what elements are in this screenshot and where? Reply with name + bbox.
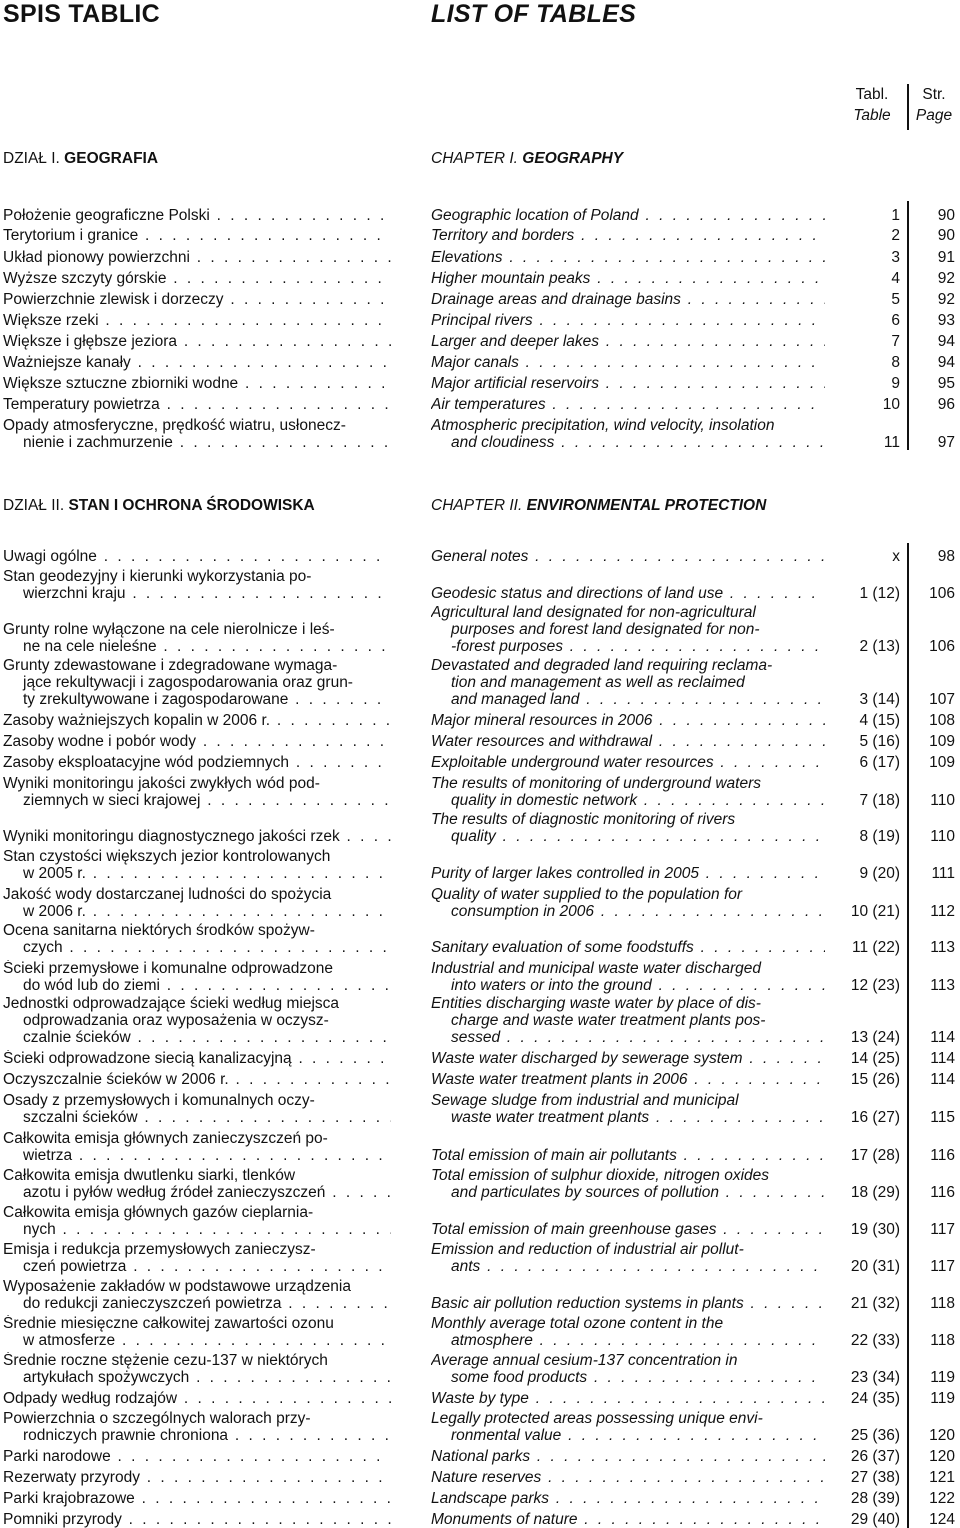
page-number: 109 [929, 754, 955, 771]
entry-title-pl-line: Średnie roczne stężenie cezu-137 w niektórych [3, 1352, 328, 1369]
entry-title-en-line: Monuments of nature . . . [431, 1511, 825, 1528]
entry-title-en-line: Total emission of main air pollutants . . . [431, 1147, 825, 1164]
entry-title-pl-line: w 2006 r. . . . [3, 903, 391, 920]
entry-title-pl-line: Ścieki odprowadzone siecią kanalizacyjną . . . [3, 1050, 391, 1067]
table-number: 20 (31) [850, 1258, 900, 1275]
page-number: 112 [930, 903, 955, 920]
entry-title-pl-line: Ocena sanitarna niektórych środków spożyw- [3, 922, 315, 939]
entry-title-pl-line: wietrza . . . [3, 1147, 391, 1164]
entry-title-pl-line: Powierzchnie zlewisk i dorzeczy . . . [3, 291, 391, 308]
entry-title-en-line: and cloudiness . . . [431, 434, 825, 451]
entry-title-pl-line: Położenie geograficzne Polski . . . [3, 207, 391, 224]
page-number: 108 [929, 712, 955, 729]
chapter-2-prefix-en: CHAPTER II. [431, 497, 523, 514]
table-number: 29 (40) [850, 1511, 900, 1528]
entry-title-en-line: Major canals . . . [431, 354, 825, 371]
entry-title-en-line: Elevations . . . [431, 249, 825, 266]
page-number: 91 [937, 249, 955, 266]
entry-title-pl-line: ziemnych w sieci krajowej . . . [3, 792, 391, 809]
table-number: 12 (23) [850, 977, 900, 994]
page-number: 116 [930, 1184, 955, 1201]
table-number: 5 [891, 291, 900, 308]
entry-title-pl-line: Uwagi ogólne . . . [3, 548, 391, 565]
page-number: 120 [929, 1427, 955, 1444]
table-number: 7 [891, 333, 900, 350]
table-number: 22 (33) [850, 1332, 900, 1349]
entry-title-pl-line: Całkowita emisja głównych gazów cieplarnia- [3, 1204, 314, 1221]
entry-title-pl-line: Ścieki przemysłowe i komunalne odprowadzone [3, 960, 333, 977]
entry-title-en-line: sessed . . . [431, 1029, 825, 1046]
page-number: 109 [929, 733, 955, 750]
entry-title-en-line: and managed land . . . [431, 691, 825, 708]
table-number: 6 (17) [859, 754, 900, 771]
table-number: 1 [891, 207, 900, 224]
page-number: 92 [937, 270, 955, 287]
entry-title-en-line: Waste water treatment plants in 2006 . . . [431, 1071, 825, 1088]
page-number: 118 [930, 1332, 955, 1349]
page-number: 106 [929, 585, 955, 602]
entry-title-en-line: Nature reserves . . . [431, 1469, 825, 1486]
entry-title-pl-line: do redukcji zanieczyszczeń powietrza . . . [3, 1295, 391, 1312]
entry-title-en-line: Landscape parks . . . [431, 1490, 825, 1507]
entry-title-pl-line: Parki krajobrazowe . . . [3, 1490, 391, 1507]
entry-title-en-line: purposes and forest land designated for non- [451, 621, 760, 638]
entry-title-pl-line: jące rekultywacji i zagospodarowania oraz grun- [23, 674, 353, 691]
page-number: 122 [929, 1490, 955, 1507]
entry-title-pl-line: Terytorium i granice . . . [3, 227, 391, 244]
entry-title-en-line: Industrial and municipal waste water discharged [431, 960, 761, 977]
entry-title-pl-line: w atmosferze . . . [3, 1332, 391, 1349]
entry-title-en-line: ronmental value . . . [431, 1427, 825, 1444]
table-number: 27 (38) [850, 1469, 900, 1486]
entry-title-en-line: Sanitary evaluation of some foodstuffs . . . [431, 939, 825, 956]
entry-title-en-line: Major mineral resources in 2006 . . . [431, 712, 825, 729]
title-english: LIST OF TABLES [431, 0, 637, 28]
entry-title-en-line: Total emission of main greenhouse gases . . . [431, 1221, 825, 1238]
entry-title-pl-line: Grunty rolne wyłączone na cele nierolnicze i leś- [3, 621, 335, 638]
table-number: 28 (39) [850, 1490, 900, 1507]
entry-title-en-line: Total emission of sulphur dioxide, nitrogen oxides [431, 1167, 770, 1184]
entry-title-pl-line: Całkowita emisja dwutlenku siarki, tlenków [3, 1167, 296, 1184]
page-number: 111 [931, 865, 955, 882]
page-number: 95 [937, 375, 955, 392]
page-number: 110 [930, 828, 955, 845]
entry-title-en-line: some food products . . . [431, 1369, 825, 1386]
page-number: 114 [930, 1029, 955, 1046]
entry-title-pl-line: Całkowita emisja głównych zanieczyszczeń po- [3, 1130, 328, 1147]
entry-title-pl-line: ne na cele nieleśne . . . [3, 638, 391, 655]
entry-title-en-line: -forest purposes . . . [431, 638, 825, 655]
table-number: 11 (22) [852, 939, 900, 956]
chapter-1-name-en: GEOGRAPHY [522, 150, 624, 167]
entry-title-pl-line: Układ pionowy powierzchni . . . [3, 249, 391, 266]
entry-title-pl-line: czeń powietrza . . . [3, 1258, 391, 1275]
entry-title-pl-line: w 2005 r. . . . [3, 865, 391, 882]
entry-title-pl-line: Zasoby eksploatacyjne wód podziemnych . . . [3, 754, 391, 771]
entry-title-en-line: Devastated and degraded land requiring reclama- [431, 657, 773, 674]
page-number: 116 [930, 1147, 955, 1164]
table-number: x [892, 548, 900, 565]
table-number: 18 (29) [850, 1184, 900, 1201]
table-number: 2 [891, 227, 900, 244]
table-number: 24 (35) [850, 1390, 900, 1407]
chapter-2-name-en: ENVIRONMENTAL PROTECTION [526, 497, 767, 514]
entry-title-en-line: Basic air pollution reduction systems in plants . . . [431, 1295, 825, 1312]
entry-title-pl [3, 1511, 391, 1528]
entry-title-pl-line: azotu i pyłów według źródeł zanieczyszczeń . . . [3, 1184, 391, 1201]
page-number: 92 [937, 291, 955, 308]
entry-title-en-line: and particulates by sources of pollution . . . [431, 1184, 825, 1201]
table-number: 4 (15) [859, 712, 900, 729]
table-number: 23 (34) [850, 1369, 900, 1386]
entry-title-en-line: Purity of larger lakes controlled in 2005 . . . [431, 865, 825, 882]
entry-title-pl-line: Rezerwaty przyrody . . . [3, 1469, 391, 1486]
entry-title-pl-line: Wyniki monitoringu jakości zwykłych wód pod- [3, 775, 320, 792]
entry-title-pl-line: Pomniki przyrody . . . [3, 1511, 391, 1528]
table-number: 16 (27) [850, 1109, 900, 1126]
entry-title-pl-line: czych . . . [3, 939, 391, 956]
entry-title-pl-line: Średnie miesięczne całkowitej zawartości ozonu [3, 1315, 334, 1332]
entry-title-en-line: tion and management as well as reclaimed [451, 674, 745, 691]
entry-title-pl-line: Ważniejsze kanały . . . [3, 354, 391, 371]
entry-title-en-line: quality in domestic network . . . [431, 792, 825, 809]
table-number: 8 (19) [859, 828, 900, 845]
column-header-page-pl: Str. [922, 86, 946, 103]
entry-title-en-line: quality . . . [431, 828, 825, 845]
entry-title-en-line: Exploitable underground water resources . . . [431, 754, 825, 771]
page-number: 113 [930, 977, 955, 994]
table-number: 14 (25) [850, 1050, 900, 1067]
page-number: 120 [929, 1448, 955, 1465]
entry-title-pl-line: Wyposażenie zakładów w podstawowe urządzenia [3, 1278, 351, 1295]
page-number: 117 [930, 1258, 955, 1275]
table-number: 4 [891, 270, 900, 287]
table-number: 13 (24) [850, 1029, 900, 1046]
entry-title-pl-line: nych . . . [3, 1221, 391, 1238]
entry-title-pl-line: Powierzchnia o szczególnych walorach przy- [3, 1410, 311, 1427]
table-number: 25 (36) [850, 1427, 900, 1444]
page-number: 94 [937, 354, 955, 371]
entry-title-en-line: Average annual cesium-137 concentration in [431, 1352, 738, 1369]
entry-title-pl-line: Temperatury powietrza . . . [3, 396, 391, 413]
entry-title-en-line: Geodesic status and directions of land use . . . [431, 585, 825, 602]
entry-title-pl-line: szczalni ścieków . . . [3, 1109, 391, 1126]
table-number: 2 (13) [859, 638, 900, 655]
page-number: 110 [930, 792, 955, 809]
entry-title-en-line: Agricultural land designated for non-agricultural [431, 604, 756, 621]
entry-title-en-line: Larger and deeper lakes . . . [431, 333, 825, 350]
page-number: 114 [930, 1071, 955, 1088]
entry-title-en [431, 1511, 825, 1528]
page-number: 90 [937, 227, 955, 244]
table-number: 1 (12) [859, 585, 900, 602]
entry-title-en-line: waste water treatment plants . . . [431, 1109, 825, 1126]
entry-title-pl-line: Stan czystości większych jezior kontrolowanych [3, 848, 331, 865]
entry-title-en-line: Geographic location of Poland . . . [431, 207, 825, 224]
table-number: 9 (20) [859, 865, 900, 882]
entry-title-en-line: Major artificial reservoirs . . . [431, 375, 825, 392]
page-number: 113 [930, 939, 955, 956]
page-number: 93 [937, 312, 955, 329]
entry-title-en-line: Legally protected areas possessing unique envi- [431, 1410, 763, 1427]
entry-title-pl-line: Emisja i redukcja przemysłowych zanieczysz- [3, 1241, 316, 1258]
table-number: 6 [891, 312, 900, 329]
table-number: 17 (28) [850, 1147, 900, 1164]
chapter-1-name-pl: GEOGRAFIA [64, 150, 159, 167]
entry-title-pl-line: Parki narodowe . . . [3, 1448, 391, 1465]
entry-title-en-line: consumption in 2006 . . . [431, 903, 825, 920]
page-number: 119 [930, 1369, 955, 1386]
entry-title-en-line: atmosphere . . . [431, 1332, 825, 1349]
column-header-page-en: Page [915, 107, 953, 124]
table-number: 10 [882, 396, 900, 413]
table-number: 7 (18) [859, 792, 900, 809]
entry-title-en-line: Monthly average total ozone content in the [431, 1315, 724, 1332]
entry-title-pl-line: Zasoby wodne i pobór wody . . . [3, 733, 391, 750]
entry-title-pl-line: wierzchni kraju . . . [3, 585, 391, 602]
entry-title-en-line: Sewage sludge from industrial and municipal [431, 1092, 739, 1109]
table-number: 9 [891, 375, 900, 392]
entry-title-pl-line: Wyższe szczyty górskie . . . [3, 270, 391, 287]
page-number: 115 [930, 1109, 955, 1126]
page-number: 97 [937, 434, 955, 451]
entry-title-pl-line: rodniczych prawnie chroniona . . . [3, 1427, 391, 1444]
table-number: 3 [891, 249, 900, 266]
chapter-1-prefix-en: CHAPTER I. [431, 150, 518, 167]
page-number: 124 [929, 1511, 955, 1528]
entry-title-pl-line: artykułach spożywczych . . . [3, 1369, 391, 1386]
entry-title-en-line: Atmospheric precipitation, wind velocity, insolation [431, 417, 775, 434]
page-number: 90 [937, 207, 955, 224]
entry-title-pl-line: Większe sztuczne zbiorniki wodne . . . [3, 375, 391, 392]
table-number: 3 (14) [859, 691, 900, 708]
entry-title-pl-line: Zasoby ważniejszych kopalin w 2006 r. . . . [3, 712, 391, 729]
entry-title-pl-line: odprowadzania oraz wyposażenia w oczysz- [23, 1012, 329, 1029]
entry-title-pl-line: Jakość wody dostarczanej ludności do spożycia [3, 886, 332, 903]
entry-title-en-line: National parks . . . [431, 1448, 825, 1465]
entry-title-en-line: Higher mountain peaks . . . [431, 270, 825, 287]
entry-title-pl-line: Większe i głębsze jeziora . . . [3, 333, 391, 350]
entry-title-pl-line: Opady atmosferyczne, prędkość wiatru, usłonecz- [3, 417, 346, 434]
entry-title-pl-line: Jednostki odprowadzające ścieki według miejsca [3, 995, 340, 1012]
entry-title-pl-line: Osady z przemysłowych i komunalnych oczy- [3, 1092, 315, 1109]
entry-title-pl-line: Grunty zdewastowane i zdegradowane wymaga- [3, 657, 338, 674]
column-header-table-pl: Tabl. [855, 86, 889, 103]
page-number: 114 [930, 1050, 955, 1067]
entry-title-en-line: Principal rivers . . . [431, 312, 825, 329]
table-number: 21 (32) [850, 1295, 900, 1312]
page-number: 119 [930, 1390, 955, 1407]
entry-title-pl-line: Oczyszczalnie ścieków w 2006 r. . . . [3, 1071, 391, 1088]
table-number: 10 (21) [850, 903, 900, 920]
entry-title-en-line: Quality of water supplied to the population for [431, 886, 743, 903]
entry-title-en-line: Waste by type . . . [431, 1390, 825, 1407]
title-polish: SPIS TABLIC [3, 0, 161, 28]
entry-title-en-line: ants . . . [431, 1258, 825, 1275]
entry-title-pl-line: nienie i zachmurzenie . . . [3, 434, 391, 451]
entry-title-en-line: The results of monitoring of underground waters [431, 775, 761, 792]
entry-title-en-line: Territory and borders . . . [431, 227, 825, 244]
page-number: 98 [937, 548, 955, 565]
entry-title-en-line: Entities discharging waste water by place of dis- [431, 995, 761, 1012]
page-number: 94 [937, 333, 955, 350]
page-number: 106 [929, 638, 955, 655]
column-header-table-en: Table [853, 107, 891, 124]
entry-title-en-line: The results of diagnostic monitoring of rivers [431, 811, 736, 828]
entry-title-en-line: Water resources and withdrawal . . . [431, 733, 825, 750]
page-number: 107 [929, 691, 955, 708]
entry-title-en-line: Drainage areas and drainage basins . . . [431, 291, 825, 308]
entry-title-pl-line: czalnie ścieków . . . [3, 1029, 391, 1046]
entry-title-en-line: Waste water discharged by sewerage system . . . [431, 1050, 825, 1067]
table-number: 11 [883, 434, 900, 451]
entry-title-pl-line: do wód lub do ziemi . . . [3, 977, 391, 994]
page-number: 118 [930, 1295, 955, 1312]
entry-title-en-line: into waters or into the ground . . . [431, 977, 825, 994]
page-number: 117 [930, 1221, 955, 1238]
page-number: 121 [929, 1469, 955, 1486]
table-number: 26 (37) [850, 1448, 900, 1465]
table-number: 5 (16) [859, 733, 900, 750]
entry-title-pl-line: Stan geodezyjny i kierunki wykorzystania po- [3, 568, 312, 585]
entry-title-en-line: General notes . . . [431, 548, 825, 565]
chapter-2-name-pl: STAN I OCHRONA ŚRODOWISKA [68, 497, 315, 514]
entry-title-en-line: Air temperatures . . . [431, 396, 825, 413]
entry-title-en-line: Emission and reduction of industrial air pollut- [431, 1241, 744, 1258]
chapter-1-prefix-pl: DZIAŁ I. [3, 150, 60, 167]
entry-title-pl-line: Większe rzeki . . . [3, 312, 391, 329]
entry-title-pl-line: ty zrekultywowane i zagospodarowane . . . [3, 691, 391, 708]
entry-title-pl-line: Odpady według rodzajów . . . [3, 1390, 391, 1407]
entry-title-pl-line: Wyniki monitoringu diagnostycznego jakości rzek . . . [3, 828, 391, 845]
chapter-2-prefix-pl: DZIAŁ II. [3, 497, 65, 514]
page-number: 96 [937, 396, 955, 413]
entry-title-en-line: charge and waste water treatment plants pos- [451, 1012, 766, 1029]
table-number: 8 [891, 354, 900, 371]
table-number: 19 (30) [850, 1221, 900, 1238]
table-number: 15 (26) [850, 1071, 900, 1088]
